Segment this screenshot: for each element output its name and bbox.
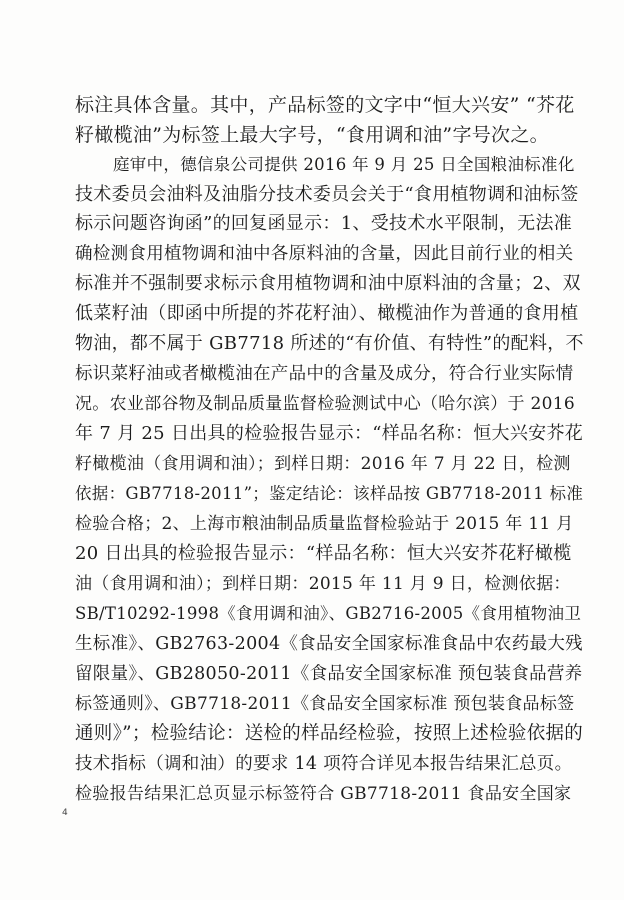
text-line: SB/T10292-1998《食用调和油》、GB2716-2005《食用植物油卫 (75, 604, 582, 623)
text-line: 低菜籽油（即函中所提的芥花籽油）、橄榄油作为普通的食用植 (75, 303, 579, 324)
text-line: 通则》”；检验结论：送检的样品经检验，按照上述检验依据的 (75, 723, 584, 744)
text-line: 技术指标（调和油）的要求 14 项符合详见本报告结果汇总页。 (75, 754, 573, 774)
text-line: 物油，都不属于 GB7718 所述的“有价值、有特性”的配料，不 (75, 333, 584, 354)
text-line: 籽橄榄油”为标签上最大字号，“食用调和油”字号次之。 (75, 124, 549, 146)
text-line: 年 7 月 25 日出具的检验报告显示：“样品名称：恒大兴安芥花 (75, 423, 584, 444)
text-line: 标注具体含量。其中，产品标签的文字中“恒大兴安” “芥花 (75, 94, 575, 116)
text-line: 留限量》、GB28050-2011《食品安全国家标准 预包装食品营养 (75, 664, 583, 684)
text-line: 标识菜籽油或者橄榄油在产品中的含量及成分，符合行业实际情 (75, 364, 574, 384)
page-number: 4 (62, 808, 68, 818)
text-line: 依据：GB7718-2011”；鉴定结论：该样品按 GB7718-2011 标准 (75, 484, 584, 503)
text-line: 确检测食用植物调和油中各原料油的含量，因此目前行业的相关 (75, 244, 574, 264)
text-line: 20 日出具的检验报告显示：“样品名称：恒大兴安芥花籽橄榄 (75, 543, 572, 564)
text-line: 标准并不强制要求标示食用植物调和油中原料油的含量；2、双 (75, 273, 581, 294)
paragraph-first-line: 庭审中，德信泉公司提供 2016 年 9 月 25 日全国粮油标准化 (113, 155, 575, 174)
text-line: 检验合格；2、上海市粮油制品质量监督检验站于 2015 年 11 月 (75, 514, 574, 534)
text-line: 技术委员会油料及油脂分技术委员会关于“食用植物调和油标签 (75, 184, 579, 205)
text-line: 况。农业部谷物及制品质量监督检验测试中心（哈尔滨）于 2016 (75, 394, 575, 414)
text-line: 生标准》、GB2763-2004《食品安全国家标准食品中农药最大残 (75, 634, 583, 654)
text-line: 标示问题咨询函”的回复函显示：1、受技术水平限制，无法准 (75, 213, 573, 234)
text-line: 标签通则》、GB7718-2011《食品安全国家标准 预包装食品标签 (75, 694, 575, 714)
text-line: 籽橄榄油（食用调和油）；到样日期：2016 年 7 月 22 日，检测 (75, 454, 571, 474)
text-line: 检验报告结果汇总页显示标签符合 GB7718-2011 食品安全国家 (75, 784, 572, 804)
text-line: 油（食用调和油）；到样日期：2015 年 11 月 9 日，检测依据： (75, 574, 571, 594)
